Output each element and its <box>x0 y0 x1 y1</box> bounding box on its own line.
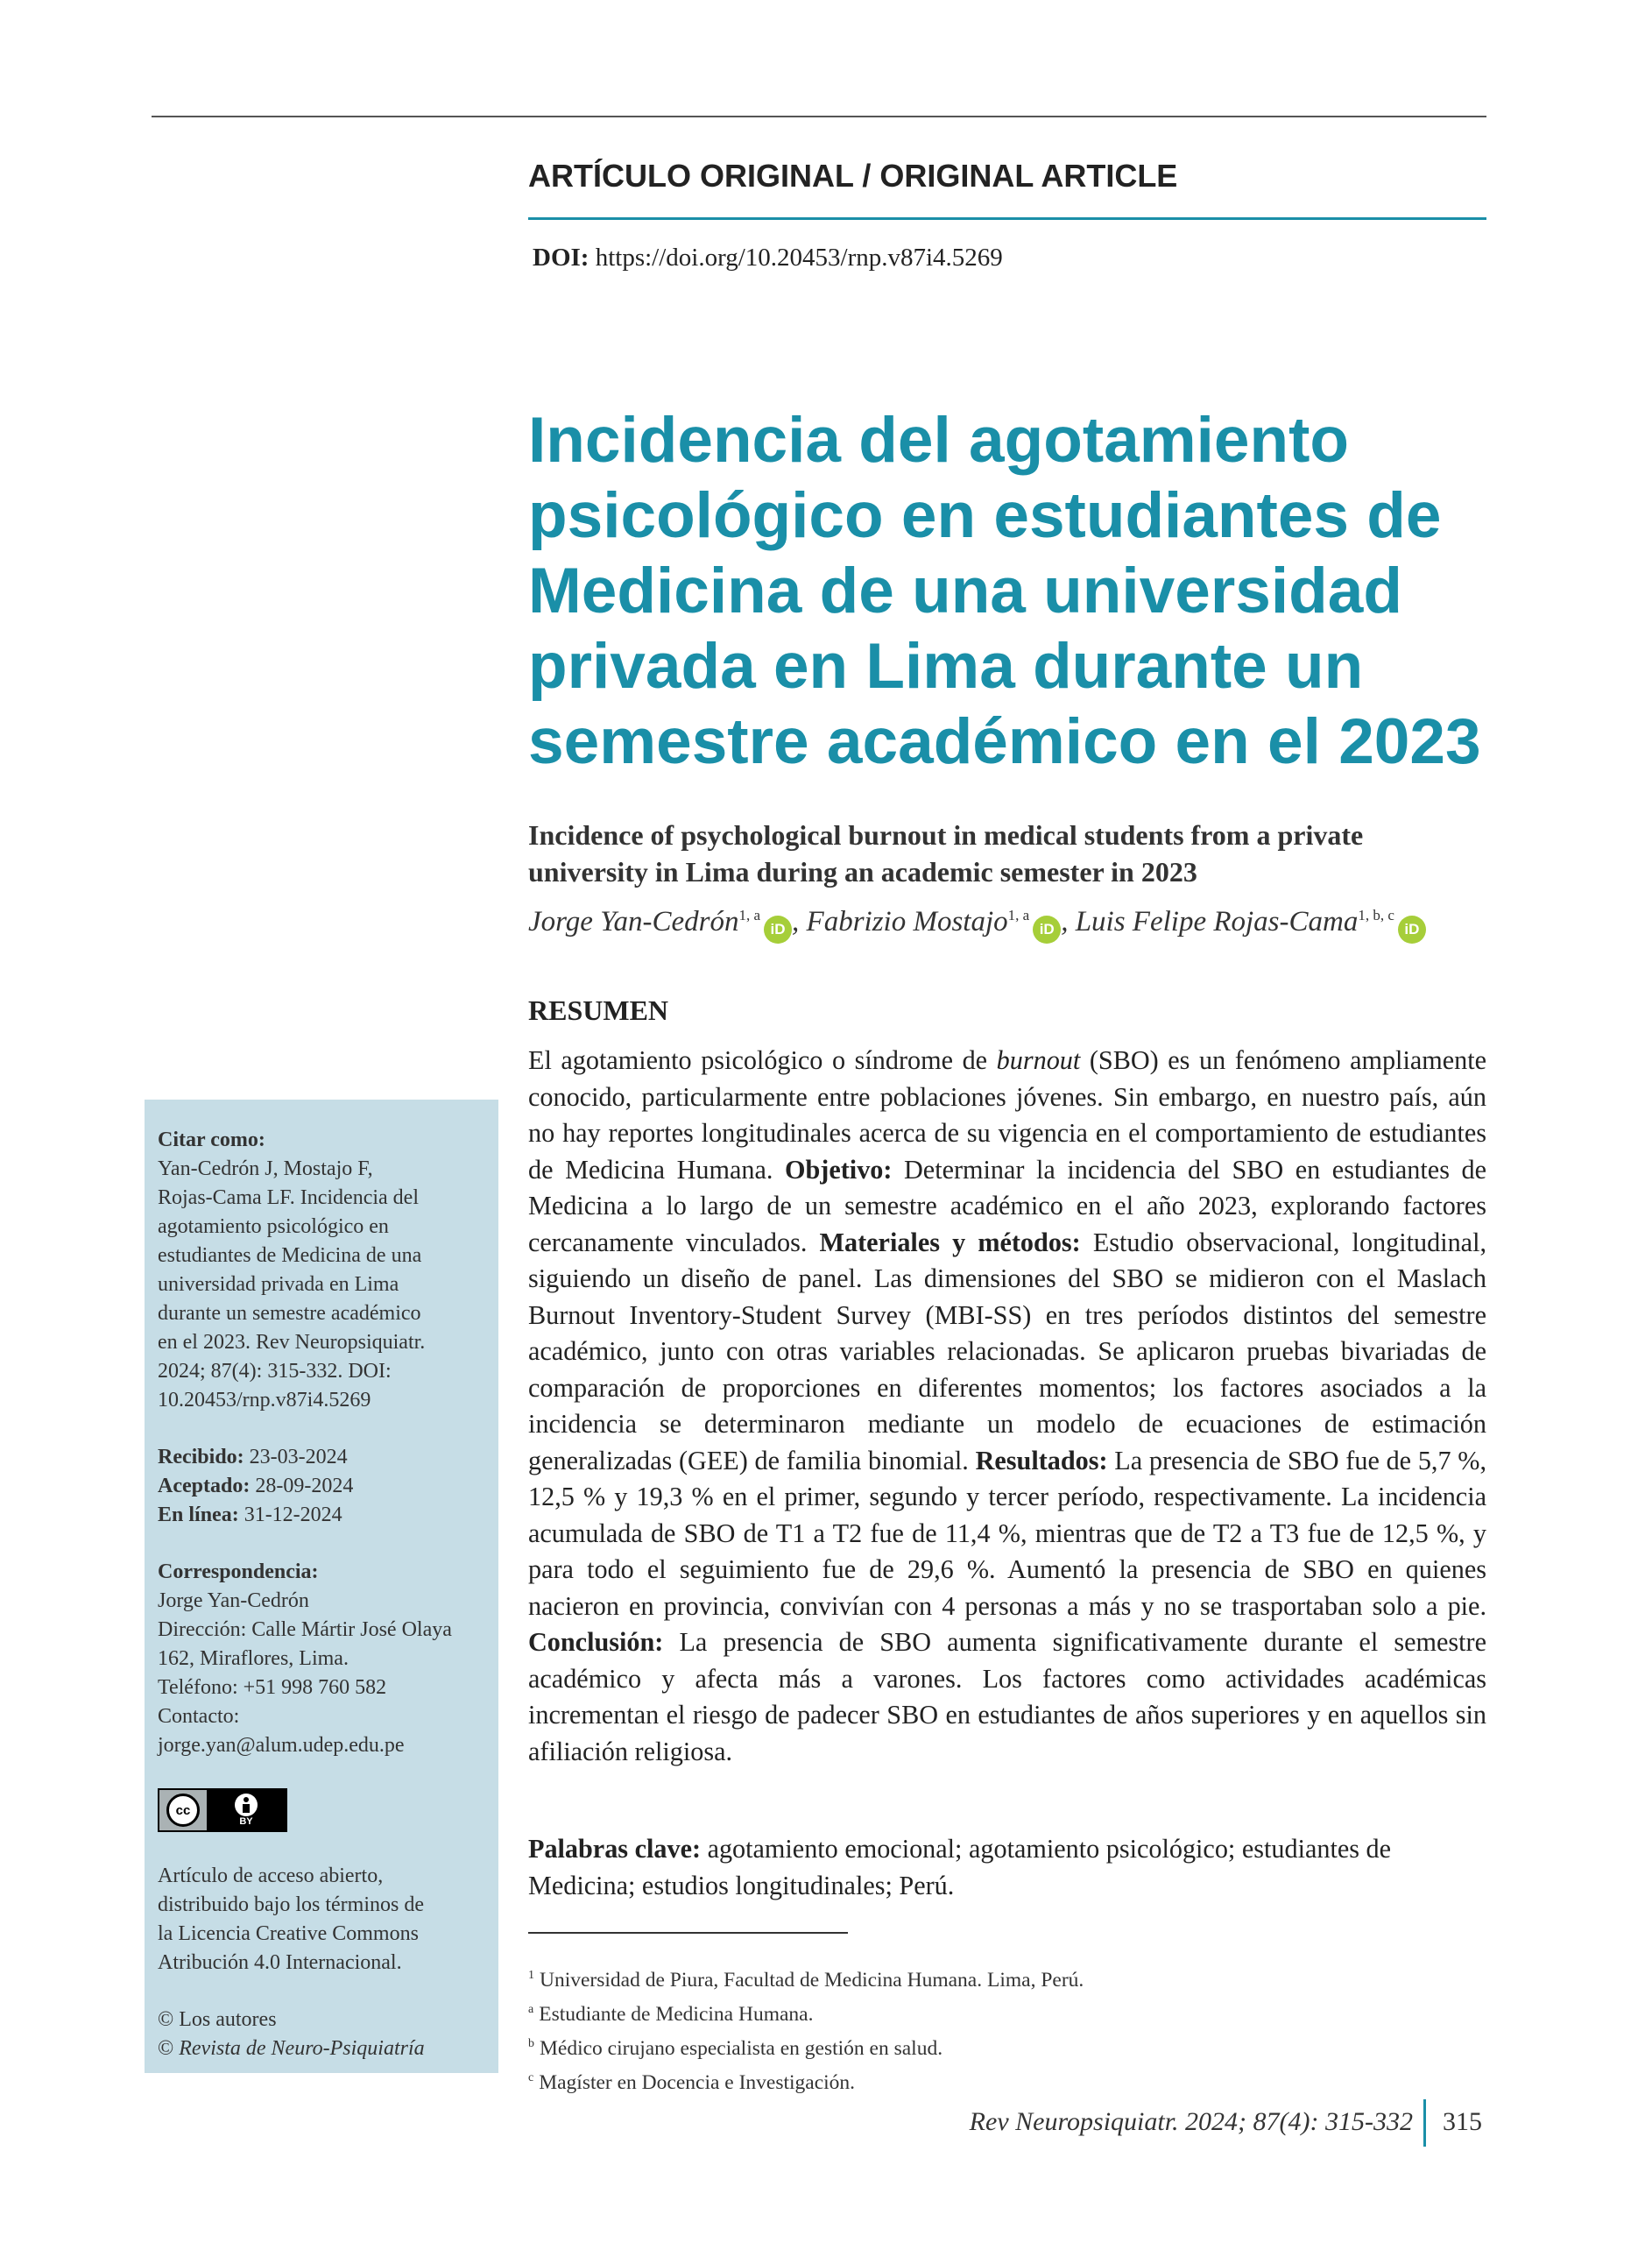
sidebar-panel <box>145 1100 498 2073</box>
author-affiliation: 1, b, c <box>1358 907 1394 923</box>
footnote-text: Médico cirujano especialista en gestión en salud. <box>540 2037 943 2060</box>
author-list <box>528 906 1426 944</box>
cite-line: 2024; 87(4): 315-332. DOI: <box>158 1360 392 1383</box>
abstract-segment: El agotamiento psicológico o síndrome de <box>528 1045 997 1075</box>
abstract-segment: La presencia de SBO fue de 5,7 %, 12,5 % y 19,3 % en el primer, segundo y tercer período, respectivamente. La incidencia acumulada de SBO de T1 a T2 fue de 11,4 %, mientras que de T2 a T3 fue de 12,5 %, y para todo el seguimiento fue de 29,6 %. Aumentó la presencia de SBO en quienes nacieron en provincia, convivían con 4 personas a más y no se trasportaban solo a pie. <box>528 1445 1486 1621</box>
cite-line: 10.20453/rnp.v87i4.5269 <box>158 1389 371 1412</box>
doi-line <box>533 244 1003 272</box>
author-separator: , <box>792 906 807 938</box>
cc-icon: cc <box>166 1794 200 1827</box>
received-value: 23-03-2024 <box>244 1446 348 1468</box>
author-name: Luis Felipe Rojas-Cama <box>1075 906 1359 938</box>
correspondence-label: Correspondencia: <box>158 1560 319 1583</box>
footnote-mark: b <box>528 2037 534 2050</box>
online-value: 31-12-2024 <box>238 1504 342 1526</box>
copyright-authors: © Los autores <box>158 2008 277 2031</box>
received-label: Recibido: <box>158 1446 244 1468</box>
footnote-text: Magíster en Docencia e Investigación. <box>539 2071 856 2094</box>
online-label: En línea: <box>158 1504 239 1526</box>
abstract-segment: (SBO) es un fenómeno ampliamente conocido, particularmente entre poblaciones jóvenes. Sin embargo, en nuestro país, aún no hay reportes longitudinales acerca de su vigencia en el comportamiento de estudiantes de Medicina Humana. <box>528 1045 1486 1185</box>
cite-line: en el 2023. Rev Neuropsiquiatr. <box>158 1331 426 1354</box>
footnote <box>528 1961 1486 1995</box>
abstract-label: Conclusión: <box>528 1627 664 1657</box>
author-separator: , <box>1061 906 1076 938</box>
footnote <box>528 2029 1486 2063</box>
doi-link[interactable]: https://doi.org/10.20453/rnp.v87i4.5269 <box>595 244 1003 272</box>
copyright-symbol: © <box>158 2037 180 2060</box>
top-rule <box>152 116 1486 117</box>
keywords-text: agotamiento emocional; agotamiento psicológico; estudiantes de Medicina; estudios longitudinales; Perú. <box>528 1834 1392 1900</box>
title-line: Medicina de una universidad <box>528 555 1402 626</box>
footnote-mark: c <box>528 2071 534 2084</box>
received-date <box>158 1443 490 1472</box>
section-rule <box>528 217 1486 220</box>
abstract-label: Resultados: <box>975 1445 1108 1475</box>
doi-label: DOI: <box>533 244 589 272</box>
subtitle-line: university in Lima during an academic semester in 2023 <box>528 856 1197 888</box>
footnotes <box>528 1961 1486 2098</box>
abstract-italic-term: burnout <box>996 1045 1081 1075</box>
license-line: la Licencia Creative Commons <box>158 1922 419 1945</box>
abstract-segment: Estudio observacional, longitudinal, siguiendo un diseño de panel. Las dimensiones del SBO se midieron con el Maslach Burnout Inventory-Student Survey (MBI-SS) en tres períodos distintos del semestre académico, junto con otras variables relacionadas. Se aplicaron pruebas bivariadas de comparación de proporciones en diferentes momentos; los factores asociados a la incidencia se determinaron mediante un modelo de ecuaciones de estimación generalizadas (GEE) de familia binomial. <box>528 1227 1487 1475</box>
abstract-segment: La presencia de SBO aumenta significativamente durante el semestre académico y afecta más a varones. Los factores como actividades académicas incrementan el riesgo de padecer SBO en estudiantes de años superiores y en aquellos sin afiliación religiosa. <box>528 1627 1486 1766</box>
cite-line: universidad privada en Lima <box>158 1273 399 1296</box>
author-name: Jorge Yan-Cedrón <box>528 906 739 938</box>
page-number: 315 <box>1443 2107 1482 2136</box>
citation-block <box>158 1126 490 1415</box>
title-line: privada en Lima durante un <box>528 631 1364 702</box>
cite-line: Rojas-Cama LF. Incidencia del <box>158 1186 419 1209</box>
author-affiliation: 1, a <box>1007 907 1030 923</box>
cite-line: Yan-Cedrón J, Mostajo F, <box>158 1157 373 1180</box>
footer-divider <box>1423 2099 1426 2147</box>
person-icon <box>235 1794 258 1816</box>
cite-line: durante un semestre académico <box>158 1302 421 1325</box>
title-line: semestre académico en el 2023 <box>528 706 1481 777</box>
footnote <box>528 2063 1486 2098</box>
correspondence-block <box>158 1558 490 1760</box>
footnote-rule <box>528 1932 848 1934</box>
cite-line: agotamiento psicológico en <box>158 1215 389 1238</box>
accepted-date <box>158 1472 490 1501</box>
correspondence-line: Contacto: <box>158 1705 240 1728</box>
license-block <box>158 1862 490 1978</box>
abstract-label: Materiales y métodos: <box>819 1227 1081 1257</box>
cite-line: estudiantes de Medicina de una <box>158 1244 422 1267</box>
correspondence-line: 162, Miraflores, Lima. <box>158 1647 349 1670</box>
correspondence-email[interactable]: jorge.yan@alum.udep.edu.pe <box>158 1734 405 1757</box>
footnote-text: Estudiante de Medicina Humana. <box>539 2003 814 2026</box>
footnote-mark: 1 <box>528 1969 534 1982</box>
orcid-icon[interactable]: iD <box>1398 916 1426 944</box>
cc-by-panel <box>207 1790 286 1830</box>
footnote-mark: a <box>528 2003 534 2016</box>
license-line: Atribución 4.0 Internacional. <box>158 1951 402 1974</box>
abstract-label: Objetivo: <box>785 1154 893 1185</box>
correspondence-line: Jorge Yan-Cedrón <box>158 1589 309 1612</box>
author-name: Fabrizio Mostajo <box>806 906 1008 938</box>
copyright-journal-name: Revista de Neuro-Psiquiatría <box>179 2037 425 2060</box>
english-title <box>528 817 1492 890</box>
section-label: ARTÍCULO ORIGINAL / ORIGINAL ARTICLE <box>528 158 1178 194</box>
abstract-segment: Determinar la incidencia del SBO en estudiantes de Medicina a lo largo de un semestre académico en el año 2023, explorando factores cercanamente vinculados. <box>528 1154 1487 1257</box>
correspondence-line: Dirección: Calle Mártir José Olaya <box>158 1618 452 1641</box>
subtitle-line: Incidence of psychological burnout in medical students from a private <box>528 819 1364 851</box>
correspondence-line: Teléfono: +51 998 760 582 <box>158 1676 387 1699</box>
license-line: Artículo de acceso abierto, <box>158 1864 384 1887</box>
orcid-icon[interactable]: iD <box>1033 916 1061 944</box>
keywords <box>528 1831 1486 1904</box>
abstract-text <box>528 1043 1486 1770</box>
copyright-block <box>158 2006 490 2063</box>
author-affiliation: 1, a <box>738 907 761 923</box>
accepted-label: Aceptado: <box>158 1475 251 1497</box>
license-line: distribuido bajo los términos de <box>158 1893 424 1916</box>
footnote <box>528 1995 1486 2029</box>
cite-label: Citar como: <box>158 1129 265 1151</box>
article-title <box>528 403 1492 780</box>
resumen-heading: RESUMEN <box>528 994 669 1026</box>
journal-reference: Rev Neuropsiquiatr. 2024; 87(4): 315-332 <box>969 2107 1413 2136</box>
footnote-text: Universidad de Piura, Facultad de Medicina Humana. Lima, Perú. <box>540 1969 1084 1992</box>
orcid-icon[interactable]: iD <box>764 916 792 944</box>
cc-by-label: BY <box>239 1816 253 1827</box>
cc-by-license-icon[interactable] <box>158 1788 287 1832</box>
title-line: psicológico en estudiantes de <box>528 480 1442 551</box>
online-date <box>158 1501 490 1530</box>
dates-block <box>158 1443 490 1530</box>
title-line: Incidencia del agotamiento <box>528 405 1350 476</box>
accepted-value: 28-09-2024 <box>250 1475 354 1497</box>
keywords-label: Palabras clave: <box>528 1834 702 1864</box>
copyright-journal <box>158 2034 490 2063</box>
